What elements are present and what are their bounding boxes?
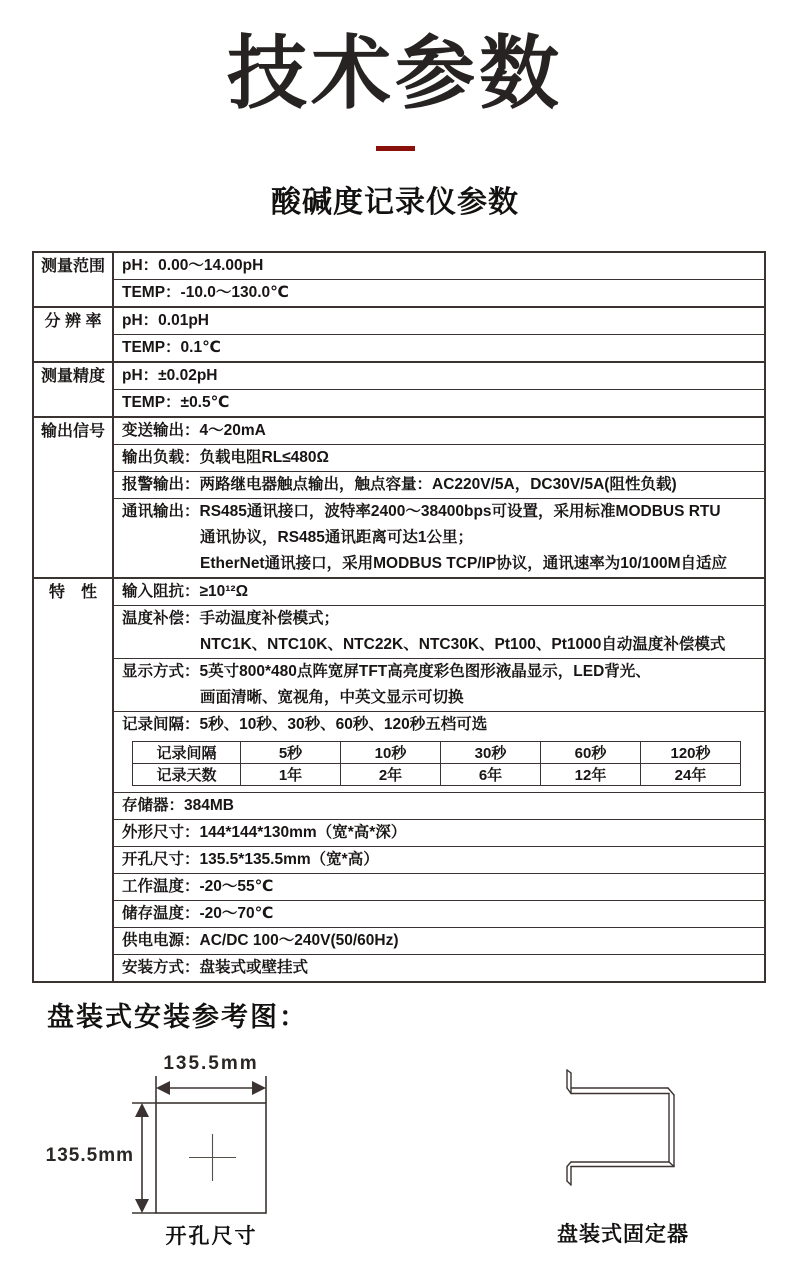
spec-row <box>114 418 764 444</box>
spec-row <box>114 308 764 334</box>
spec-value: 安装方式：盘装式或壁挂式 <box>122 959 309 976</box>
spec-group-measure-range <box>34 253 764 306</box>
spec-value: 外形尺寸：144*144*130mm（宽*高*深） <box>122 824 407 841</box>
record-table-cell: 1年 <box>241 764 341 786</box>
spec-row-temp-comp <box>114 605 764 658</box>
spec-group-label: 输出信号 <box>34 418 114 577</box>
spec-value: 储存温度：-20～70℃ <box>122 905 274 922</box>
spec-row <box>114 900 764 927</box>
spec-value: 变送输出：4～20mA <box>122 422 266 439</box>
spec-value: 报警输出：两路继电器触点输出，触点容量：AC220V/5A，DC30V/5A(阻性负载) <box>122 476 677 493</box>
spec-value: 开孔尺寸：135.5*135.5mm（宽*高） <box>122 851 379 868</box>
record-table-cell: 60秒 <box>541 742 641 764</box>
spec-value: 工作温度：-20～55℃ <box>122 878 274 895</box>
spec-value: 记录间隔：5秒、10秒、30秒、60秒、120秒五档可选 <box>122 716 488 733</box>
record-table-cell: 120秒 <box>641 742 741 764</box>
spec-value: 存储器：384MB <box>122 797 234 814</box>
spec-row <box>114 363 764 389</box>
spec-value: TEMP：-10.0～130.0℃ <box>122 284 289 301</box>
record-table-cell: 24年 <box>641 764 741 786</box>
spec-group-label: 测量精度 <box>34 363 114 416</box>
spec-group-label: 特 性 <box>34 579 114 981</box>
center-cross <box>189 1134 236 1181</box>
section-subtitle: 酸碱度记录仪参数 <box>271 186 519 219</box>
spec-row <box>114 954 764 981</box>
spec-value: 供电电源：AC/DC 100～240V(50/60Hz) <box>122 932 399 949</box>
record-table-cell: 5秒 <box>241 742 341 764</box>
spec-group-resolution <box>34 306 764 361</box>
title-underline-dash <box>376 146 415 151</box>
spec-value: pH：0.01pH <box>122 312 209 329</box>
record-table-row <box>133 764 741 786</box>
spec-row <box>114 444 764 471</box>
record-table-row <box>133 742 741 764</box>
record-table-cell: 2年 <box>341 764 441 786</box>
spec-row <box>114 846 764 873</box>
cutout-caption: 开孔尺寸 <box>165 1225 258 1248</box>
spec-row-display <box>114 658 764 711</box>
spec-row <box>114 389 764 416</box>
spec-value-continuation: 通讯协议，RS485通讯距离可达1公里； <box>200 529 474 546</box>
spec-value: TEMP：±0.5℃ <box>122 394 230 411</box>
spec-group-accuracy <box>34 361 764 416</box>
spec-value-continuation: 画面清晰、宽视角，中英文显示可切换 <box>200 689 464 706</box>
cutout-width-label: 135.5mm <box>163 1053 259 1074</box>
panel-mount-bracket-diagram <box>550 1055 690 1195</box>
spec-row <box>114 873 764 900</box>
spec-group-label: 测量范围 <box>34 253 114 306</box>
record-table-cell: 记录天数 <box>133 764 241 786</box>
spec-value-continuation: NTC1K、NTC10K、NTC22K、NTC30K、Pt100、Pt1000自动温度补偿模式 <box>200 636 726 653</box>
spec-value: 输入阻抗：≥10¹²Ω <box>122 583 248 600</box>
record-table-cell: 6年 <box>441 764 541 786</box>
spec-table <box>32 251 766 983</box>
spec-value: TEMP：0.1℃ <box>122 339 221 356</box>
mount-section-heading: 盘装式安装参考图： <box>47 1002 308 1032</box>
spec-row <box>114 927 764 954</box>
spec-row <box>114 819 764 846</box>
spec-value: 温度补偿：手动温度补偿模式； <box>122 610 340 627</box>
spec-value: pH：0.00～14.00pH <box>122 257 264 274</box>
cutout-height-label: 135.5mm <box>45 1145 134 1166</box>
page-title: 技术参数 <box>227 29 563 118</box>
spec-value-continuation: EtherNet通讯接口，采用MODBUS TCP/IP协议，通讯速率为10/100M自适应 <box>200 555 728 572</box>
spec-row <box>114 253 764 279</box>
spec-value: 输出负载：负载电阻RL≤480Ω <box>122 449 329 466</box>
spec-row-record-interval <box>114 711 764 786</box>
spec-value: 通讯输出：RS485通讯接口，波特率2400～38400bps可设置，采用标准MODBUS RTU <box>122 503 721 520</box>
spec-row <box>114 279 764 306</box>
spec-row <box>114 471 764 498</box>
record-table-cell: 10秒 <box>341 742 441 764</box>
spec-group-label: 分 辨 率 <box>34 308 114 361</box>
spec-row-comms <box>114 498 764 577</box>
record-table-cell: 12年 <box>541 764 641 786</box>
arrowheads <box>135 1081 266 1213</box>
spec-row <box>114 579 764 605</box>
record-table-cell: 30秒 <box>441 742 541 764</box>
bracket-caption: 盘装式固定器 <box>557 1223 689 1246</box>
spec-row <box>114 792 764 819</box>
spec-group-output-signal <box>34 416 764 577</box>
record-table-cell: 记录间隔 <box>133 742 241 764</box>
spec-row <box>114 334 764 361</box>
spec-value: pH：±0.02pH <box>122 367 218 384</box>
spec-group-features <box>34 577 764 981</box>
spec-value: 显示方式：5英寸800*480点阵宽屏TFT高亮度彩色图形液晶显示，LED背光、 <box>122 663 651 680</box>
record-interval-table <box>132 741 741 786</box>
